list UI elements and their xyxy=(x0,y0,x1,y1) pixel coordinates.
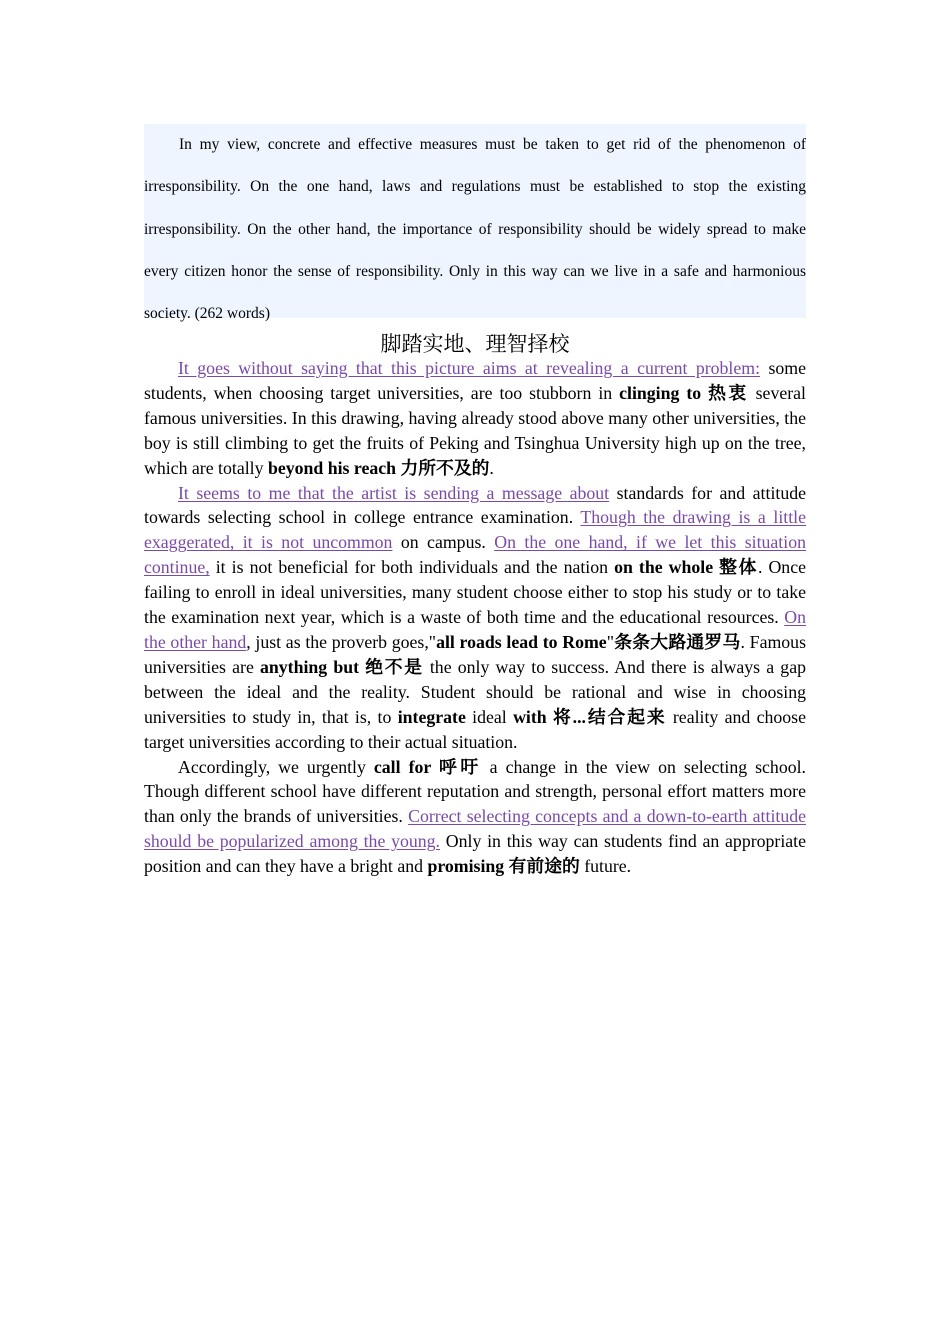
text-run: , just as the proverb goes," xyxy=(246,631,437,652)
vocab-phrase: beyond his reach 力所不及的 xyxy=(267,457,490,478)
highlighted-phrase: Though the drawing is a little exaggerated, it is not uncommon xyxy=(144,507,806,553)
vocab-phrase: with 将...结合起来 xyxy=(513,706,667,727)
vocab-phrase: clinging to 热衷 xyxy=(619,382,749,403)
highlighted-phrase: It seems to me that the artist is sending a message about xyxy=(178,482,610,503)
essay-title: 脚踏实地、理智择校 xyxy=(380,332,570,356)
text-run: . xyxy=(489,457,494,478)
text-run: ideal xyxy=(465,706,514,727)
text-run: standards for and attitude towards selecting school in college entrance examination. xyxy=(144,482,806,528)
essay-paragraph-1 xyxy=(144,356,806,481)
vocab-phrase: call for 呼吁 xyxy=(373,756,482,777)
text-run: . Famous universities are xyxy=(144,631,806,677)
essay-paragraph-3 xyxy=(144,755,806,880)
previous-paragraph: In my view, concrete and effective measures must be taken to get rid of the phenomenon of irresponsibility. On the one hand, laws and regulations must be established to stop the existing irresponsibility. On the other hand, the importance of responsibility should be widely spread to make every citizen honor the sense of responsibility. Only in this way can we live in a safe and harmonious society. (262 words) xyxy=(144,136,806,323)
text-run: it is not beneficial for both individuals and the nation xyxy=(209,557,615,578)
shaded-previous-paragraph-block xyxy=(144,124,806,323)
highlighted-phrase: On the other hand xyxy=(144,607,806,652)
vocab-phrase: anything but 绝不是 xyxy=(260,656,424,677)
vocab-phrase: all roads lead to Rome xyxy=(436,631,607,652)
text-run: some students, when choosing target universities, are too stubborn in xyxy=(144,358,807,403)
highlighted-phrase: On the one hand, if we let this situation continue, xyxy=(144,532,806,578)
text-run: . Once failing to enroll in ideal universities, many student choose either to stop his study or to take the examination next year, which is a waste of both time and the educational resources. xyxy=(144,557,806,628)
text-run: several famous universities. In this drawing, having already stood above many other universities, the boy is still climbing to get the fruits of Peking and Tsinghua University high up on the tree, which are totally xyxy=(144,382,806,478)
text-run: Accordingly, we urgently xyxy=(178,756,374,777)
vocab-phrase: on the whole 整体 xyxy=(614,557,758,578)
vocab-phrase: integrate xyxy=(397,706,466,727)
highlighted-phrase: It goes without saying that this picture aims at revealing a current problem: xyxy=(178,358,761,378)
text-run: a change in the view on selecting school. Though different school have different reputation and strength, personal effort matters more than only the brands of universities. xyxy=(144,756,806,827)
vocab-phrase: 条条大路通罗马 xyxy=(613,631,741,652)
essay-paragraph-2 xyxy=(144,481,806,755)
text-run: the only way to success. And there is always a gap between the ideal and the reality. Student should be rational and wise in choosing universities to study in, that is, to xyxy=(144,656,806,727)
vocab-phrase: promising 有前途的 xyxy=(427,856,580,877)
text-run: reality and choose target universities according to their actual situation. xyxy=(144,706,806,752)
text-run: " xyxy=(606,631,614,652)
highlighted-phrase: Correct selecting concepts and a down-to-earth attitude should be popularized among the young. xyxy=(144,806,806,852)
text-run: on campus. xyxy=(392,532,495,553)
essay-body xyxy=(144,356,806,879)
text-run: future. xyxy=(579,856,632,877)
text-run: Only in this way can students find an appropriate position and can they have a bright and xyxy=(144,831,807,877)
